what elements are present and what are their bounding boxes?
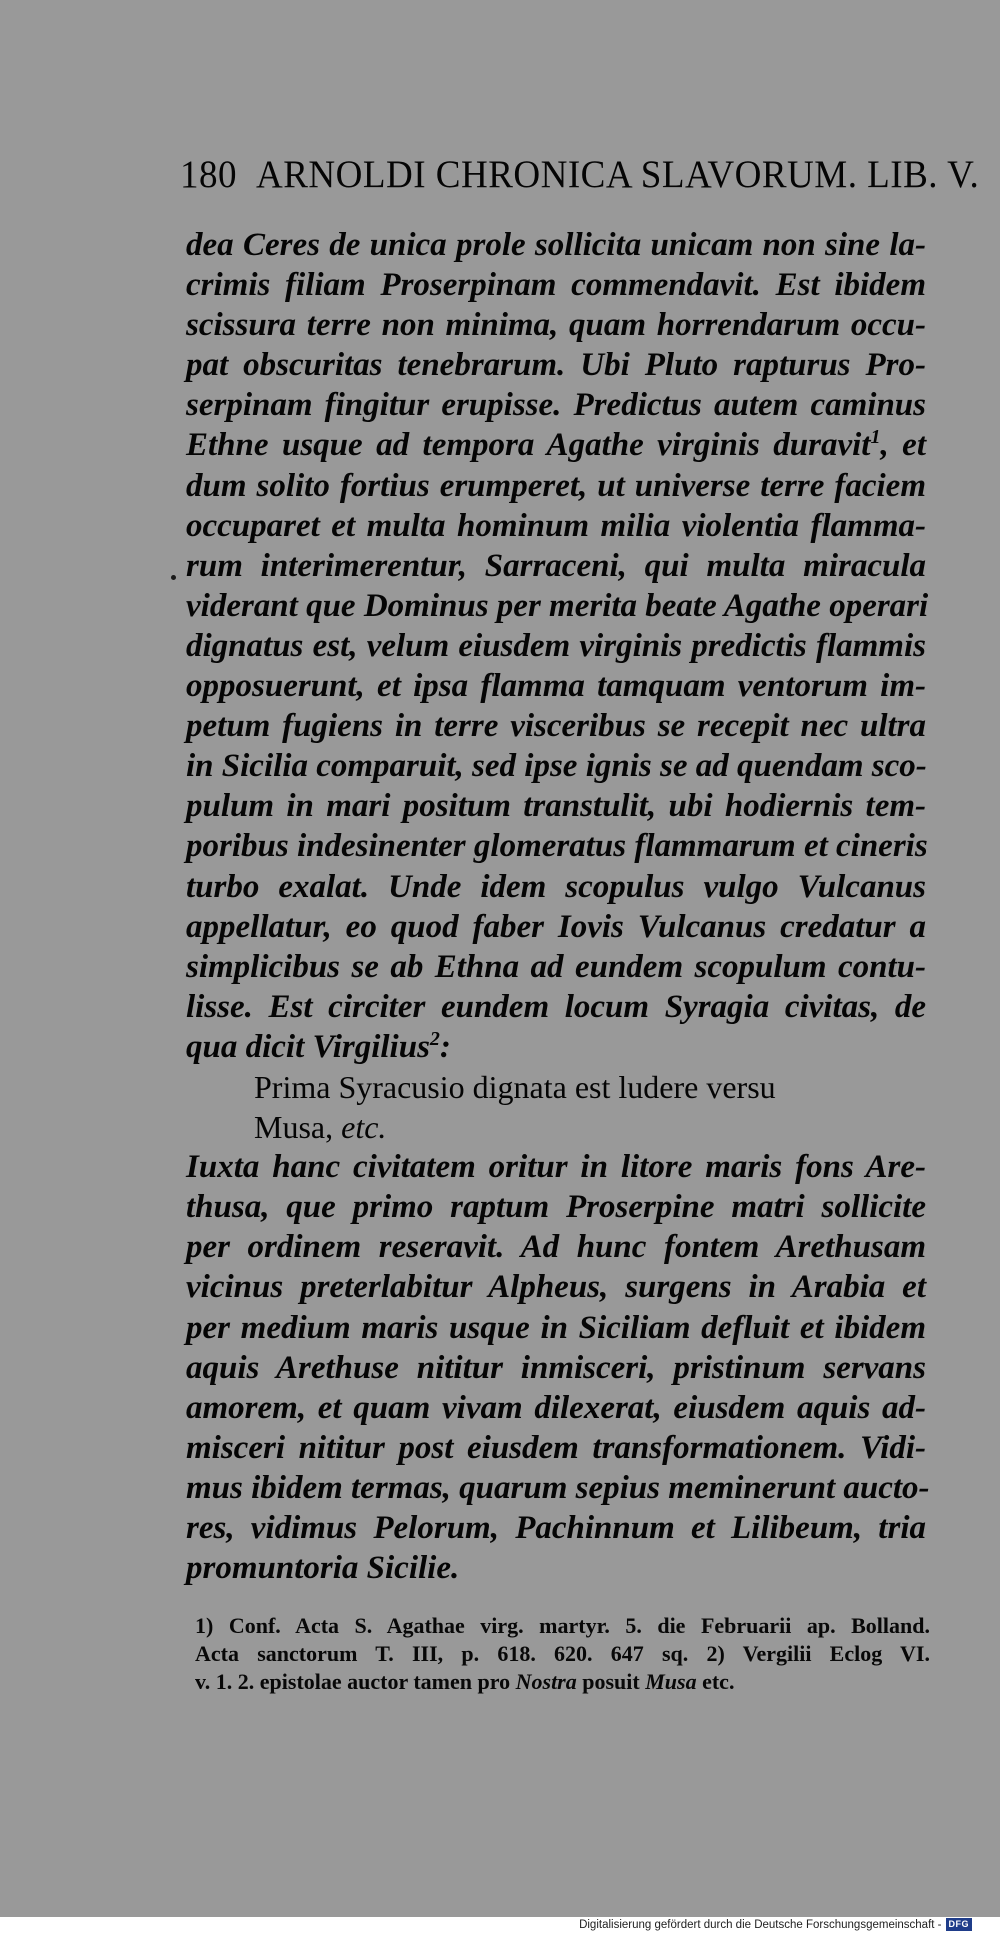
text-line-tail: : (439, 1028, 451, 1065)
text-line: thusa, que primo raptum Proserpine matri sollicite (186, 1189, 926, 1226)
footnote-line: 1) Conf. Acta S. Agathae virg. martyr. 5. die Februarii ap. Bolland. (195, 1613, 930, 1638)
text-line-tail: , et (880, 427, 926, 464)
text-line: Iuxta hanc civitatem oritur in litore maris fons Are- (186, 1149, 926, 1186)
text-line: per ordinem reseravit. Ad hunc fontem Arethusam (186, 1229, 926, 1266)
text-line: rum interimerentur, Sarraceni, qui multa miracula (186, 547, 926, 584)
text-line: misceri nititur post eiusdem transformationem. Vidi- (186, 1429, 926, 1466)
page-number: 180 (180, 153, 237, 196)
footnote-text: etc. (696, 1669, 735, 1694)
text-line: occuparet et multa hominum milia violentia flamma- (186, 507, 926, 544)
text-line: amorem, et quam vivam dilexerat, eiusdem aquis ad- (186, 1389, 926, 1426)
text-line: mus ibidem termas, quarum sepius meminerunt aucto- (186, 1469, 930, 1506)
text-line: petum fugiens in terre visceribus se recepit nec ultra (186, 708, 926, 745)
text-line: vicinus preterlabitur Alpheus, surgens in Arabia et (186, 1269, 926, 1306)
verse-quote-line (186, 1107, 926, 1147)
text-line: aquis Arethuse nititur inmisceri, pristinum servans (186, 1349, 926, 1386)
text-line: pat obscuritas tenebrarum. Ubi Pluto rapturus Pro- (186, 347, 926, 384)
text-line: turbo exalat. Unde idem scopulus vulgo Vulcanus (186, 868, 926, 905)
text-line: viderant que Dominus per merita beate Agathe operari (186, 587, 929, 624)
text-line: crimis filiam Proserpinam commendavit. Est ibidem (186, 267, 926, 304)
running-title: ARNOLDI CHRONICA SLAVORUM. LIB. V. (256, 153, 980, 196)
text-line: appellatur, eo quod faber Iovis Vulcanus credatur a (186, 908, 926, 945)
text-line: dea Ceres de unica prole sollicita unicam non sine la- (186, 227, 926, 263)
text-line: serpinam fingitur erupisse. Predictus autem caminus (186, 387, 926, 424)
footnote-italic-word: Musa (645, 1669, 697, 1694)
text-line: in Sicilia comparuit, sed ipse ignis se ad quendam sco- (186, 748, 927, 785)
text-line: opposuerunt, et ipsa flamma tamquam ventorum im- (186, 668, 926, 705)
footnote-marker-1: 1 (870, 426, 881, 449)
text-line: scissura terre non minima, quam horrendarum occu- (186, 307, 926, 344)
text-line: per medium maris usque in Siciliam defluit et ibidem (186, 1309, 926, 1346)
text-line: dum solito fortius erumperet, ut universe terre faciem (186, 467, 926, 504)
text-line: promuntoria Sicilie. (186, 1550, 460, 1587)
footnote-italic-word: Nostra (515, 1669, 577, 1694)
main-text-block (186, 225, 930, 1588)
text-line: simplicibus se ab Ethna ad eundem scopulum contu- (186, 948, 926, 985)
verse-quote-etc: etc. (341, 1109, 387, 1146)
verse-quote-line: Prima Syracusio dignata est ludere versu (254, 1068, 776, 1105)
text-line: lisse. Est circiter eundem locum Syragia civitas, de (186, 988, 926, 1025)
credit-text: Digitalisierung gefördert durch die Deutsche Forschungsgemeinschaft - (579, 1918, 942, 1931)
footnote-line (195, 1668, 930, 1696)
text-line-with-footnote (186, 1027, 926, 1067)
footnote-line: Acta sanctorum T. III, p. 618. 620. 647 sq. 2) Vergilii Eclog VI. (195, 1641, 930, 1666)
text-line: poribus indesinenter glomeratus flammarum et cineris (186, 828, 928, 865)
running-header (180, 152, 980, 197)
text-line-with-footnote (186, 425, 926, 465)
footnote-marker-2: 2 (429, 1027, 440, 1050)
text-line-part: Ethne usque ad tempora Agathe virginis duravit (186, 427, 871, 464)
footnote-text: posuit (576, 1669, 646, 1694)
footnote-text: v. 1. 2. epistolae auctor tamen pro (195, 1669, 516, 1694)
footnotes (195, 1612, 930, 1696)
verse-quote-text: Musa, (254, 1109, 342, 1146)
text-line-part: qua dicit Virgilius (186, 1028, 430, 1065)
digitization-credit (579, 1918, 972, 1931)
text-line: pulum in mari positum transtulit, ubi hodiernis tem- (186, 788, 926, 825)
margin-dot (171, 575, 176, 580)
text-line: dignatus est, velum eiusdem virginis predictis flammis (186, 627, 926, 664)
dfg-logo-icon: DFG (946, 1918, 973, 1931)
text-line: res, vidimus Pelorum, Pachinnum et Lilibeum, tria (186, 1510, 926, 1546)
